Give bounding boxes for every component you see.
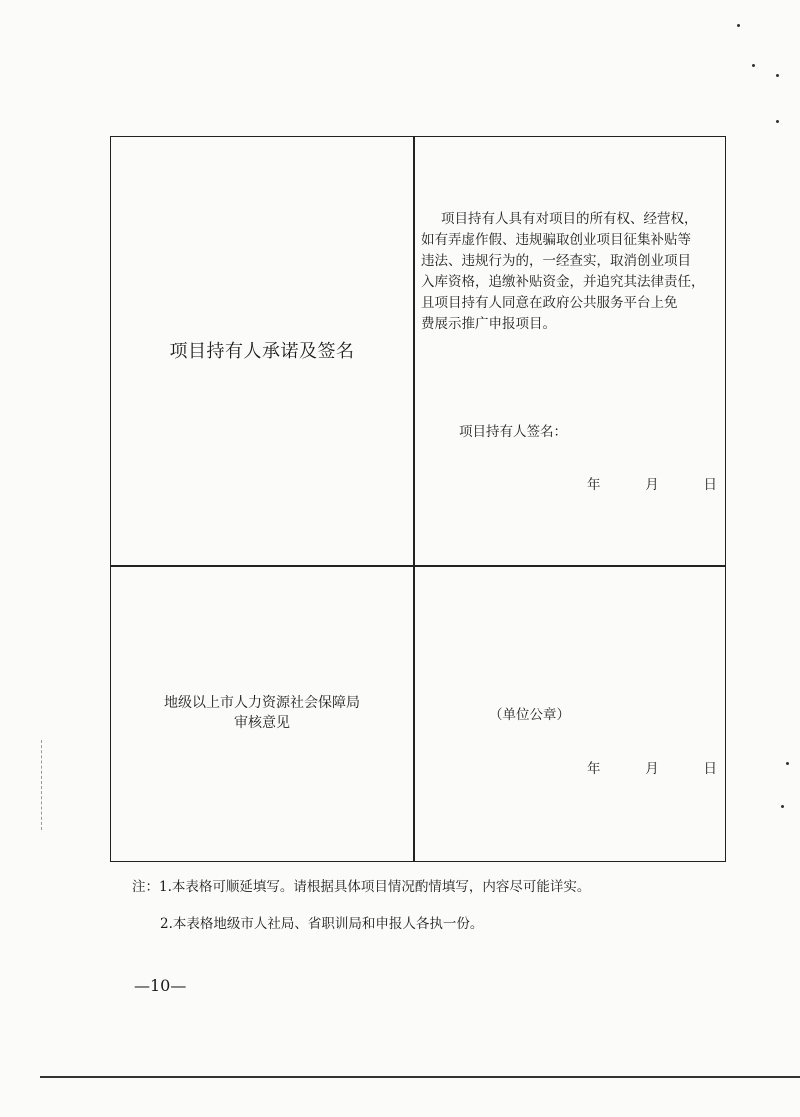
commitment-text (421, 209, 721, 335)
review-label (111, 693, 413, 733)
date-day: 日 (703, 761, 717, 777)
page-number: —10— (134, 976, 187, 995)
seal-label: （单位公章） (489, 707, 570, 723)
commitment-line: 费展示推广申报项目。 (421, 316, 556, 332)
table-column-divider (413, 137, 415, 861)
date-year: 年 (587, 761, 601, 777)
scan-speck (776, 74, 779, 77)
commitment-line: 违法、违规行为的，一经查实，取消创业项目 (421, 253, 691, 269)
form-table (110, 136, 726, 862)
note-line-1: 注：1.本表格可顺延填写。请根据具体项目情况酌情填写，内容尽可能详实。 (132, 879, 591, 895)
bottom-rule (40, 1076, 800, 1078)
commitment-label: 项目持有人承诺及签名 (169, 341, 355, 362)
review-label-line2: 审核意见 (234, 715, 290, 731)
commitment-line: 且项目持有人同意在政府公共服务平台上免 (421, 295, 678, 311)
note-line-2: 2.本表格地级市人社局、省职训局和申报人各执一份。 (160, 916, 484, 932)
date-month: 月 (645, 477, 659, 493)
table-row-divider (111, 565, 725, 567)
commitment-line: 项目持有人具有对项目的所有权、经营权， (441, 211, 698, 227)
scan-speck (737, 24, 740, 27)
review-label-line1: 地级以上市人力资源社会保障局 (164, 695, 360, 711)
date-day: 日 (703, 477, 717, 493)
commitment-line: 入库资格，追缴补贴资金，并追究其法律责任， (421, 274, 705, 290)
date-month: 月 (645, 761, 659, 777)
scan-speck (752, 64, 755, 67)
review-date (587, 757, 717, 777)
scan-speck (776, 120, 779, 123)
binding-margin-marks (41, 740, 43, 830)
commitment-line: 如有弄虚作假、违规骗取创业项目征集补贴等 (421, 232, 691, 248)
signature-date (587, 473, 717, 493)
signature-label: 项目持有人签名： (459, 424, 567, 440)
scan-speck (786, 762, 789, 765)
scan-speck (781, 805, 784, 808)
date-year: 年 (587, 477, 601, 493)
